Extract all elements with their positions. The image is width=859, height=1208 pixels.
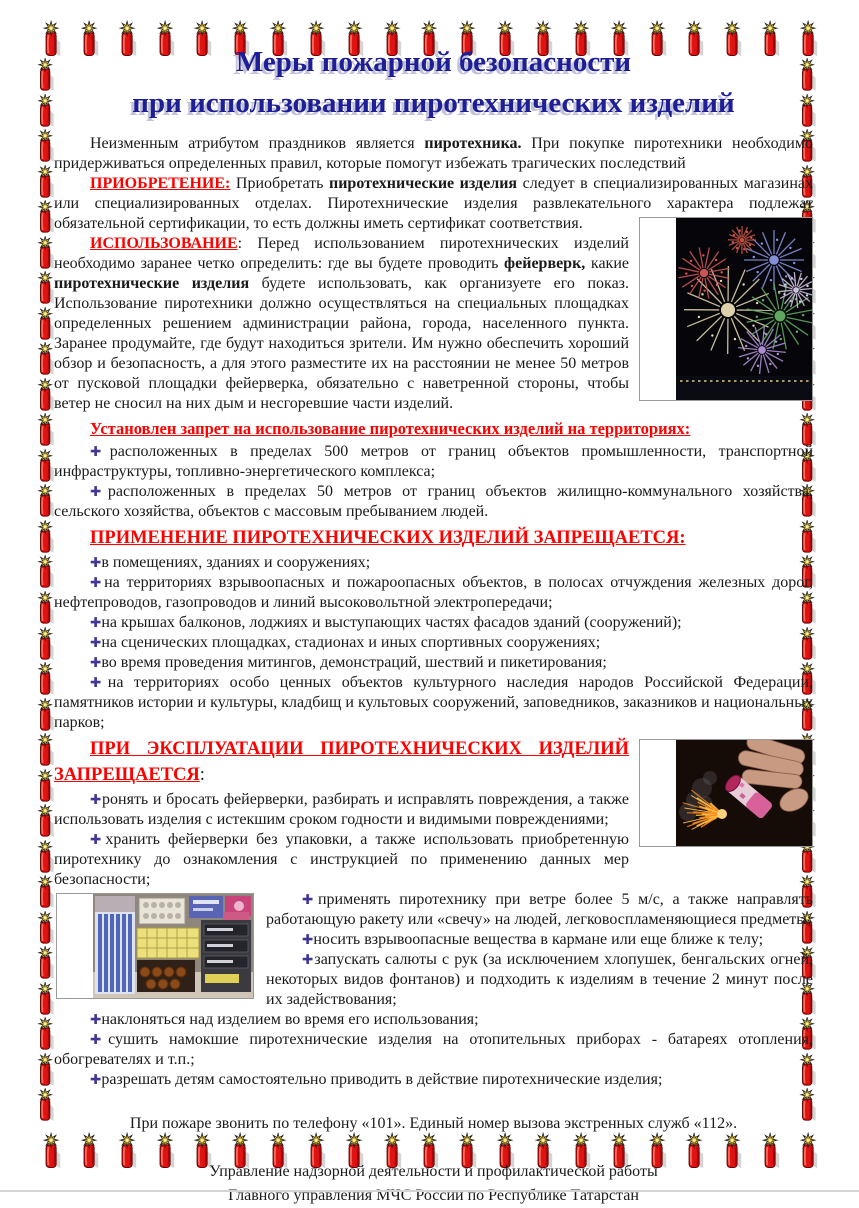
usage-text: Перед использованием пиротехнических изделий необходимо заранее четко определить: где вы будете проводить bbox=[54, 235, 629, 272]
firecracker-icon bbox=[36, 378, 56, 414]
dart-bullet-icon: ✚ bbox=[90, 832, 105, 848]
firecracker-icon bbox=[36, 911, 56, 947]
usage-bold-1: фейерверк, bbox=[504, 255, 585, 272]
list-item: ✚в помещениях, зданиях и сооружениях; bbox=[54, 553, 813, 573]
left-border-firecrackers bbox=[36, 58, 56, 1124]
list-item: ✚разрешать детям самостоятельно приводить в действие пиротехнические изделия; bbox=[54, 1070, 813, 1090]
dart-bullet-icon: ✚ bbox=[90, 1012, 101, 1028]
dart-bullet-icon: ✚ bbox=[90, 635, 101, 651]
firecracker-icon bbox=[36, 627, 56, 663]
footer-credit bbox=[54, 1160, 813, 1208]
firecracker-icon bbox=[36, 804, 56, 840]
acquisition-paragraph bbox=[54, 174, 813, 234]
firecracker-icon bbox=[36, 769, 56, 805]
dart-bullet-icon: ✚ bbox=[302, 932, 313, 948]
firecracker-icon bbox=[36, 484, 56, 520]
firecracker-icon bbox=[36, 307, 56, 343]
scan-page-edge bbox=[0, 1190, 859, 1192]
acquisition-text-3: подлежат обязательной сертификации, то есть должны иметь сертификат соответствия. bbox=[54, 195, 813, 232]
usage-bold-2: пиротехнические изделия bbox=[54, 275, 249, 292]
usage-text-2: какие bbox=[585, 255, 629, 272]
fireworks-night-photo bbox=[639, 217, 813, 401]
title-line-1: Меры пожарной безопасности bbox=[54, 42, 813, 83]
list-item: ✚носить взрывоопасные вещества в кармане или еще ближе к телу; bbox=[54, 930, 813, 950]
firecracker-icon bbox=[36, 946, 56, 982]
dart-bullet-icon: ✚ bbox=[302, 892, 318, 908]
intro-paragraph bbox=[54, 134, 813, 174]
firecracker-icon bbox=[36, 165, 56, 201]
page-title bbox=[54, 42, 813, 124]
footer-line-2: Главного управления МЧС России по Республике Татарстан bbox=[54, 1184, 813, 1208]
firecracker-icon bbox=[36, 875, 56, 911]
dart-bullet-icon: ✚ bbox=[90, 1072, 101, 1088]
fireworks-store-photo bbox=[56, 893, 254, 999]
firecracker-icon bbox=[36, 982, 56, 1018]
firecracker-icon bbox=[36, 662, 56, 698]
dart-bullet-icon: ✚ bbox=[90, 792, 102, 808]
firecracker-icon bbox=[36, 840, 56, 876]
dart-bullet-icon: ✚ bbox=[90, 1032, 108, 1048]
intro-text-2: При покупке пиротехники необходимо придерживаться определенных правил, которые помогут избежать трагических последствий bbox=[54, 135, 813, 172]
intro-text: Неизменным атрибутом праздников является bbox=[90, 135, 424, 152]
dart-bullet-icon: ✚ bbox=[90, 655, 101, 671]
acquisition-bold: пиротехнические изделия bbox=[329, 175, 517, 192]
acquisition-text-2: следует в специализированных магазинах или специализированных отделах. Пиротехнические изделия развлекательного характера bbox=[54, 175, 813, 212]
document-content bbox=[54, 42, 813, 1208]
list-item: ✚на крышах балконов, лоджиях и выступающих частях фасадов зданий (сооружений); bbox=[54, 613, 813, 633]
territory-ban-heading: Установлен запрет на использование пиротехнических изделий на территориях: bbox=[54, 417, 813, 441]
usage-colon: : bbox=[238, 235, 258, 252]
firecracker-icon bbox=[36, 236, 56, 272]
list-item: ✚применять пиротехнику при ветре более 5 м/с, а также направлять работающую ракету или «свечу» на людей, легковоспламеняющиеся предметы; bbox=[54, 890, 813, 930]
emergency-phone-line: При пожаре звонить по телефону «101». Единый номер вызова экстренных служб «112». bbox=[54, 1114, 813, 1134]
list-item: ✚на сценических площадках, стадионах и иных спортивных сооружениях; bbox=[54, 633, 813, 653]
list-item: ✚сушить намокшие пиротехнические изделия на отопительных приборах - батареях отопления, обогревателях и т.п.; bbox=[54, 1030, 813, 1070]
list-item: ✚хранить фейерверки без упаковки, а также использовать приобретенную пиротехнику до ознакомления с инструкцией по применению данных мер безопасности; bbox=[54, 830, 813, 890]
list-item: ✚расположенных в пределах 50 метров от границ объектов жилищно-коммунального хозяйства, сельского хозяйства, объектов с массовым пребыванием людей. bbox=[54, 482, 813, 522]
dart-bullet-icon: ✚ bbox=[90, 615, 101, 631]
firecracker-icon bbox=[36, 520, 56, 556]
firecracker-icon bbox=[36, 449, 56, 485]
dart-bullet-icon: ✚ bbox=[90, 444, 110, 460]
firecracker-icon bbox=[36, 413, 56, 449]
list-item: ✚расположенных в пределах 500 метров от границ объектов промышленности, транспортной инфраструктуры, топливно-энергетического комплекса; bbox=[54, 442, 813, 482]
firecracker-icon bbox=[36, 591, 56, 627]
firecracker-icon bbox=[36, 200, 56, 236]
dart-bullet-icon: ✚ bbox=[90, 484, 108, 500]
firecracker-icon bbox=[36, 555, 56, 591]
firecracker-icon bbox=[36, 94, 56, 130]
firecracker-icon bbox=[36, 342, 56, 378]
firecracker-icon bbox=[36, 58, 56, 94]
dart-bullet-icon: ✚ bbox=[302, 952, 314, 968]
firecracker-icon bbox=[36, 1017, 56, 1053]
title-line-2: при использовании пиротехнических изделий bbox=[54, 83, 813, 124]
hand-firecracker-photo bbox=[639, 739, 813, 847]
list-item: ✚ронять и бросать фейерверки, разбирать и исправлять повреждения, а также использовать изделия с истекшим сроком годности и видимыми повреждениями; bbox=[54, 790, 813, 830]
acquisition-text: Приобретать bbox=[230, 175, 329, 192]
list-item: ✚на территориях особо ценных объектов культурного наследия народов Российской Федерации, памятников истории и культуры, кладбищ и культовых сооружений, заповедников, заказников и национальных парков; bbox=[54, 673, 813, 733]
firecracker-icon bbox=[36, 271, 56, 307]
intro-bold: пиротехника. bbox=[424, 135, 521, 152]
list-item: ✚во время проведения митингов, демонстраций, шествий и пикетирования; bbox=[54, 653, 813, 673]
footer-line-1: Управление надзорной деятельности и профилактической работы bbox=[54, 1160, 813, 1184]
application-ban-heading: ПРИМЕНЕНИЕ ПИРОТЕХНИЧЕСКИХ ИЗДЕЛИЙ ЗАПРЕЩАЕТСЯ: bbox=[54, 525, 813, 551]
heading-colon: : bbox=[200, 765, 205, 785]
firecracker-icon bbox=[36, 1053, 56, 1089]
firecracker-icon bbox=[36, 698, 56, 734]
firecracker-icon bbox=[36, 129, 56, 165]
dart-bullet-icon: ✚ bbox=[90, 555, 101, 571]
usage-text-3: будете использовать, как организуете его показ. Использование пиротехники должно осуществляться на специальных площадках определенных решением администрации района, города, населенного пункта. Заранее продумайте, где будут находиться зрители. Им нужно обеспечить хороший обзор и безопасность, а для этого разместите их на расстоянии не менее 50 метров от пусковой площадки фейерверка, обязательно с наветренной стороны, чтобы ветер не сносил на них дым и несгоревшие части изделий. bbox=[54, 275, 629, 412]
dart-bullet-icon: ✚ bbox=[90, 675, 108, 691]
list-item: ✚на территориях взрывоопасных и пожароопасных объектов, в полосах отчуждения железных дорог, нефтепроводов, газопроводов и линий высоковольтной электропередачи; bbox=[54, 573, 813, 613]
firecracker-icon bbox=[36, 1088, 56, 1124]
list-item: ✚запускать салюты с рук (за исключением хлопушек, бенгальских огней, некоторых видов фонтанов) и подходить к изделиям в течение 2 минут после их задействования; bbox=[54, 950, 813, 1010]
usage-heading: ИСПОЛЬЗОВАНИЕ bbox=[90, 235, 238, 252]
firecracker-icon bbox=[36, 733, 56, 769]
list-item: ✚наклоняться над изделием во время его использования; bbox=[54, 1010, 813, 1030]
exploitation-ban-heading: ПРИ ЭКСПЛУАТАЦИИ ПИРОТЕХНИЧЕСКИХ ИЗДЕЛИЙ ЗАПРЕЩАЕТСЯ: bbox=[54, 736, 813, 788]
dart-bullet-icon: ✚ bbox=[90, 575, 104, 591]
acquisition-heading: ПРИОБРЕТЕНИЕ: bbox=[90, 175, 230, 192]
